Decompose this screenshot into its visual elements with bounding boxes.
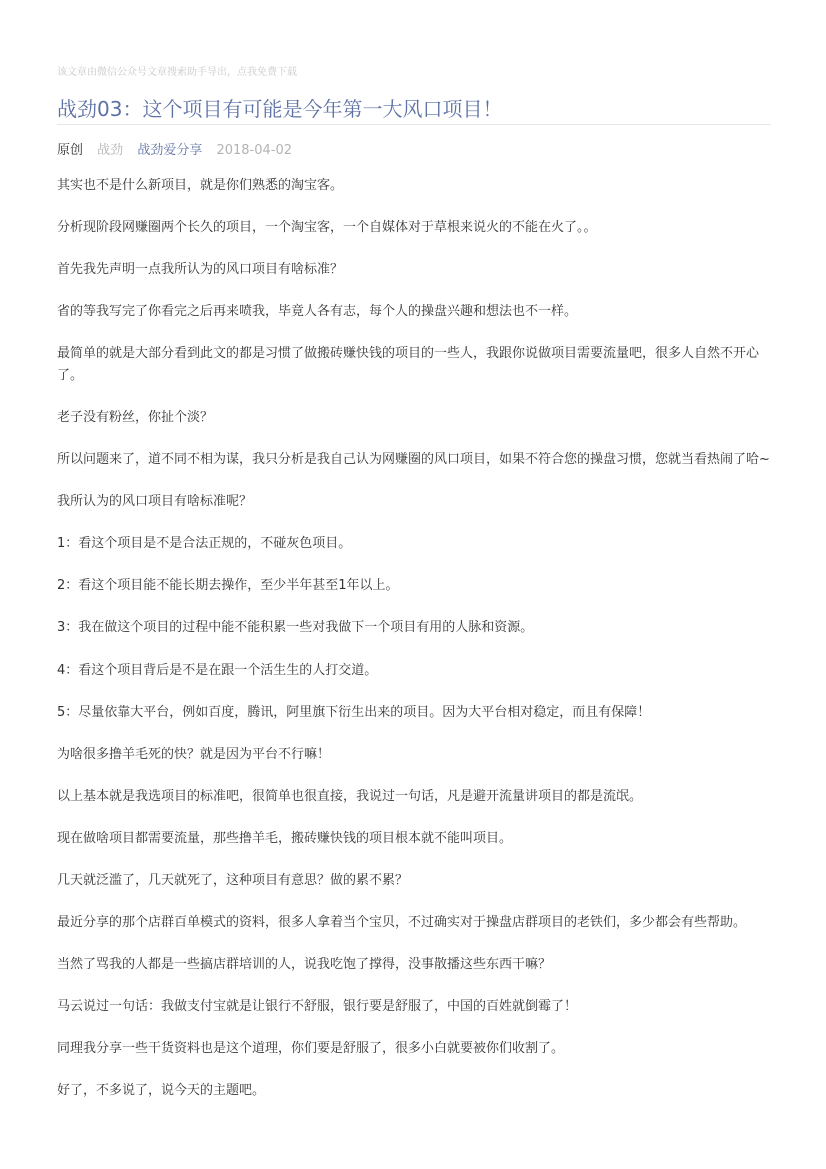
paragraph: 以上基本就是我选项目的标准吧，很简单也很直接，我说过一句话，凡是避开流量讲项目的都是流氓。 xyxy=(57,788,643,804)
paragraph: 其实也不是什么新项目，就是你们熟悉的淘宝客。 xyxy=(57,178,344,193)
title-divider xyxy=(57,124,771,125)
paragraph: 为啥很多撸羊毛死的快？就是因为平台不行嘛！ xyxy=(57,746,331,762)
paragraph: 当然了骂我的人都是一些搞店群培训的人，说我吃饱了撑得，没事散播这些东西干嘛？ xyxy=(57,957,552,973)
publish-date: 2018-04-02 xyxy=(216,143,293,158)
paragraph: 分析现阶段网赚圈两个长久的项目，一个淘宝客，一个自媒体对于草根来说火的不能在火了。。 xyxy=(57,220,597,236)
paragraph: 老子没有粉丝，你扯个淡？ xyxy=(57,409,214,425)
paragraph: 同理我分享一些干货资料也是这个道理，你们要是舒服了，很多小白就要被你们收割了。 xyxy=(57,1041,565,1057)
paragraph: 我所认为的风口项目有啥标准呢？ xyxy=(57,494,253,510)
paragraph: 好了，不多说了，说今天的主题吧。 xyxy=(57,1083,266,1099)
paragraph: 省的等我写完了你看完之后再来喷我，毕竟人各有志，每个人的操盘兴趣和想法也不一样。 xyxy=(57,304,578,320)
author-name: 战劲 xyxy=(97,143,124,158)
paragraph: 几天就泛滥了，几天就死了，这种项目有意思？做的累不累？ xyxy=(57,873,409,888)
account-link[interactable]: 战劲爱分享 xyxy=(137,143,203,158)
paragraph: 5：尽量依靠大平台，例如百度，腾讯，阿里旗下衍生出来的项目。因为大平台相对稳定，而且有保障！ xyxy=(57,704,651,720)
article-title: 战劲03：这个项目有可能是今年第一大风口项目！ xyxy=(57,97,503,121)
paragraph: 4：看这个项目背后是不是在跟一个活生生的人打交道。 xyxy=(57,662,378,678)
article-meta xyxy=(57,139,302,158)
paragraph: 最简单的就是大部分看到此文的都是习惯了做搬砖赚快钱的项目的一些人，我跟你说做项目需要流量吧，很多人自然不开心了。 xyxy=(57,346,760,383)
paragraph: 现在做啥项目都需要流量，那些撸羊毛，搬砖赚快钱的项目根本就不能叫项目。 xyxy=(57,830,513,846)
export-note-link[interactable]: 该文章由微信公众号文章搜索助手导出，点我免费下载 xyxy=(57,67,297,78)
original-tag: 原创 xyxy=(57,143,84,158)
paragraph: 3：我在做这个项目的过程中能不能积累一些对我做下一个项目有用的人脉和资源。 xyxy=(57,620,534,636)
paragraph: 2：看这个项目能不能长期去操作，至少半年甚至1年以上。 xyxy=(57,578,399,594)
paragraph: 马云说过一句话：我做支付宝就是让银行不舒服，银行要是舒服了，中国的百姓就倒霉了！ xyxy=(57,999,578,1015)
article-body xyxy=(57,175,771,1123)
paragraph: 1：看这个项目是不是合法正规的，不碰灰色项目。 xyxy=(57,536,352,552)
paragraph: 最近分享的那个店群百单模式的资料，很多人拿着当个宝贝，不过确实对于操盘店群项目的老铁们，多少都会有些帮助。 xyxy=(57,915,747,931)
paragraph: 首先我先声明一点我所认为的风口项目有啥标准？ xyxy=(57,262,344,278)
paragraph: 所以问题来了，道不同不相为谋，我只分析是我自己认为网赚圈的风口项目，如果不符合您的操盘习惯，您就当看热闹了哈~ xyxy=(57,452,770,468)
